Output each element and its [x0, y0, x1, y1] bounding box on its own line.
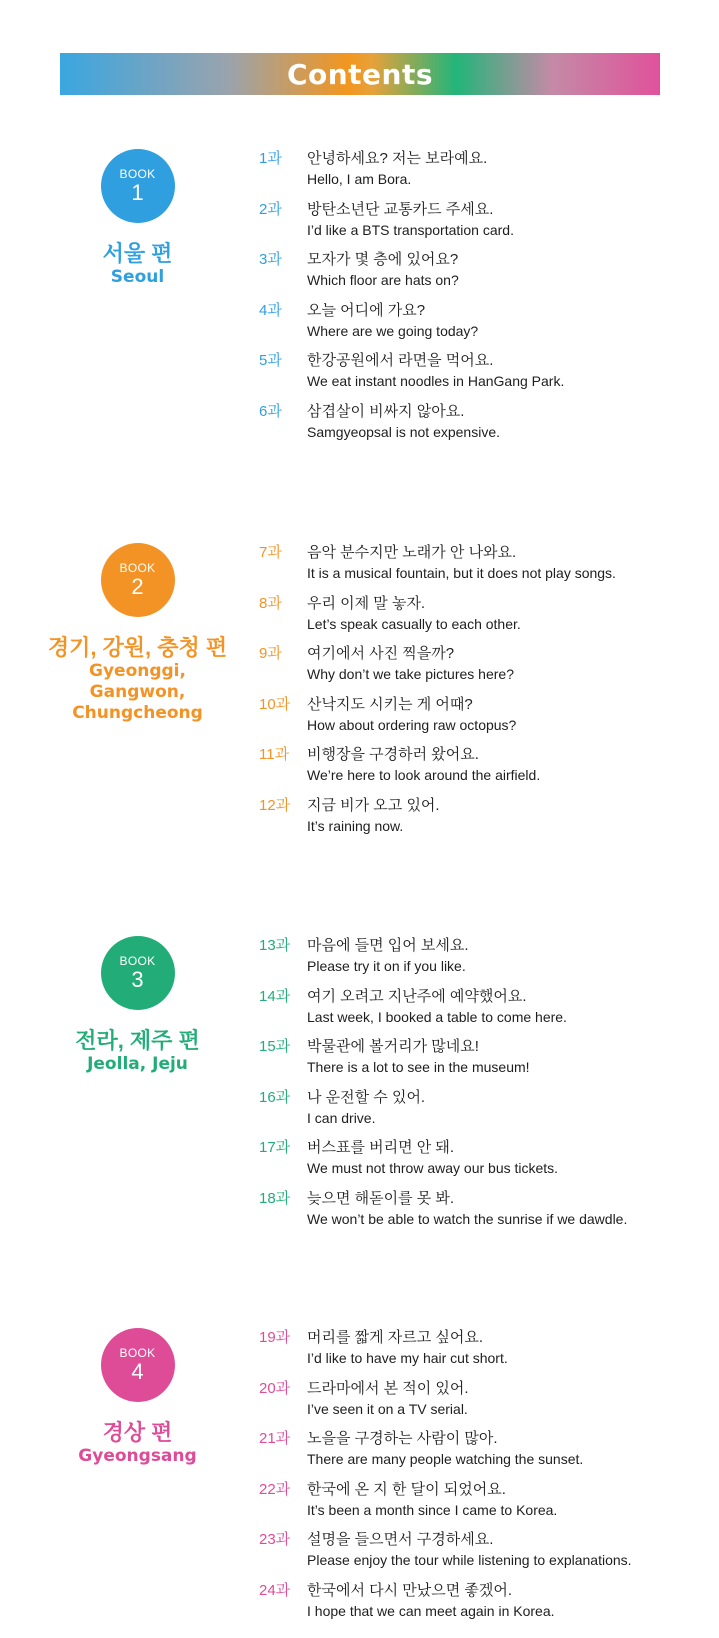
lesson-title-english: I’ve seen it on a TV serial. — [307, 1400, 468, 1417]
lesson-title-korean: 드라마에서 본 적이 있어. — [307, 1379, 469, 1397]
lesson-title-korean: 버스표를 버리면 안 돼. — [307, 1139, 455, 1156]
lesson-title-english: There are many people watching the sunset. — [307, 1451, 584, 1467]
lesson-number: 6과 — [259, 402, 282, 420]
lesson-title-korean: 나 운전할 수 있어. — [307, 1088, 426, 1106]
lesson-number: 24과 — [259, 1581, 291, 1599]
lesson-item — [259, 1328, 709, 1379]
region-korean: 전라, 제주 편 — [75, 1028, 200, 1053]
lesson-item — [259, 351, 709, 402]
lesson-title-english: Samgyeopsal is not expensive. — [307, 423, 500, 440]
lesson-title-korean: 산낙지도 시키는 게 어때? — [307, 695, 473, 713]
book-badge-label: BOOK — [119, 953, 156, 968]
lesson-number: 19과 — [259, 1329, 291, 1346]
lesson-title-korean: 한강공원에서 라면을 먹어요. — [307, 352, 494, 369]
lesson-item — [259, 543, 709, 594]
lesson-title-english: Which floor are hats on? — [307, 272, 459, 288]
lesson-title-korean: 마음에 들면 입어 보세요. — [307, 937, 469, 954]
lesson-number: 3과 — [259, 251, 282, 268]
lesson-number: 9과 — [259, 645, 282, 662]
lesson-title-english: We’re here to look around the airfield. — [307, 767, 541, 783]
book-2-info — [40, 543, 235, 724]
lesson-item — [259, 594, 709, 645]
lesson-item — [259, 1037, 709, 1088]
lesson-number: 10과 — [259, 695, 291, 713]
page-title: Contents — [286, 57, 434, 91]
lesson-number: 12과 — [259, 796, 291, 814]
book-badge-label: BOOK — [119, 1345, 156, 1360]
lesson-item — [259, 149, 709, 200]
region-korean: 서울 편 — [102, 241, 173, 266]
lesson-item — [259, 987, 709, 1038]
book-3-badge — [101, 936, 175, 1010]
lesson-title-korean: 설명을 들으면서 구경하세요. — [307, 1531, 494, 1548]
book-badge-number: 2 — [131, 573, 144, 599]
region-korean: 경상 편 — [102, 1420, 173, 1445]
lesson-title-korean: 한국에서 다시 만났으면 좋겠어. — [307, 1581, 513, 1599]
lesson-number: 17과 — [259, 1139, 291, 1156]
lesson-title-korean: 모자가 몇 층에 있어요? — [307, 251, 459, 268]
lesson-number: 4과 — [259, 301, 282, 319]
book-badge-number: 4 — [131, 1358, 144, 1384]
lesson-item — [259, 1530, 709, 1581]
lesson-list — [259, 1328, 709, 1631]
lesson-item — [259, 301, 709, 352]
lesson-title-english: Last week, I booked a table to come here. — [307, 1008, 567, 1025]
lesson-title-english: Why don’t we take pictures here? — [307, 666, 514, 682]
lesson-title-korean: 지금 비가 오고 있어. — [307, 796, 440, 814]
lesson-item — [259, 1581, 709, 1632]
region-korean: 경기, 강원, 충청 편 — [47, 635, 228, 660]
lesson-item — [259, 1379, 709, 1430]
lesson-title-korean: 한국에 온 지 한 달이 되었어요. — [307, 1480, 506, 1498]
book-4-badge — [101, 1328, 175, 1402]
book-1-info — [40, 149, 235, 288]
lesson-title-english: How about ordering raw octopus? — [307, 716, 517, 733]
lesson-number: 21과 — [259, 1430, 291, 1447]
lesson-title-korean: 음악 분수지만 노래가 안 나와요. — [307, 544, 517, 561]
book-badge-label: BOOK — [119, 166, 156, 181]
lesson-number: 15과 — [259, 1038, 291, 1055]
lesson-title-english: There is a lot to see in the museum! — [307, 1059, 530, 1075]
lesson-item — [259, 745, 709, 796]
lesson-number: 1과 — [259, 150, 282, 167]
book-4-info — [40, 1328, 235, 1467]
lesson-title-english: Please try it on if you like. — [307, 958, 466, 974]
lesson-title-korean: 안녕하세요? 저는 보라예요. — [307, 150, 488, 167]
lesson-title-korean: 박물관에 볼거리가 많네요! — [307, 1038, 479, 1055]
lesson-title-english: We must not throw away our bus tickets. — [307, 1160, 559, 1176]
lesson-title-korean: 오늘 어디에 가요? — [307, 301, 426, 319]
lesson-list — [259, 543, 709, 846]
lesson-title-english: Let’s speak casually to each other. — [307, 615, 521, 632]
lesson-title-english: Please enjoy the tour while listening to explanations. — [307, 1552, 632, 1568]
lesson-title-english: It is a musical fountain, but it does not play songs. — [307, 565, 616, 581]
book-badge-number: 3 — [131, 966, 144, 992]
contents-header-banner — [60, 53, 660, 95]
lesson-item — [259, 644, 709, 695]
lesson-item — [259, 1088, 709, 1139]
lesson-item — [259, 402, 709, 453]
lesson-title-korean: 방탄소년단 교통카드 주세요. — [307, 200, 494, 218]
lesson-title-english: I hope that we can meet again in Korea. — [307, 1602, 555, 1619]
lesson-item — [259, 1480, 709, 1531]
book-badge-number: 1 — [131, 179, 144, 205]
region-english-line-2: Chungcheong — [72, 703, 203, 723]
lesson-number: 13과 — [259, 937, 291, 954]
lesson-number: 11과 — [259, 746, 290, 763]
lesson-number: 8과 — [259, 594, 282, 612]
lesson-title-english: Hello, I am Bora. — [307, 171, 412, 187]
lesson-number: 23과 — [259, 1531, 291, 1548]
lesson-list — [259, 149, 709, 452]
lesson-title-korean: 늦으면 해돋이를 못 봐. — [307, 1189, 455, 1207]
lesson-number: 5과 — [259, 352, 282, 369]
lesson-title-english: I’d like to have my hair cut short. — [307, 1350, 508, 1366]
lesson-number: 18과 — [259, 1189, 291, 1207]
lesson-number: 16과 — [259, 1088, 291, 1106]
lesson-title-english: We won’t be able to watch the sunrise if we dawdle. — [307, 1210, 628, 1227]
lesson-number: 14과 — [259, 987, 291, 1005]
lesson-title-english: Where are we going today? — [307, 322, 479, 339]
region-english: Gyeongsang — [78, 1446, 197, 1466]
region-english: Gyeonggi, Gangwon, — [89, 661, 186, 702]
lesson-title-korean: 삼겹살이 비싸지 않아요. — [307, 402, 465, 420]
lesson-title-english: I can drive. — [307, 1109, 376, 1126]
lesson-item — [259, 1429, 709, 1480]
lesson-item — [259, 1138, 709, 1189]
lesson-item — [259, 250, 709, 301]
lesson-number: 20과 — [259, 1379, 291, 1397]
book-badge-label: BOOK — [119, 560, 156, 575]
lesson-title-korean: 우리 이제 말 놓자. — [307, 594, 426, 612]
book-3-info — [40, 936, 235, 1075]
lesson-number: 7과 — [259, 544, 282, 561]
region-english: Seoul — [110, 267, 165, 287]
lesson-title-korean: 노을을 구경하는 사람이 많아. — [307, 1430, 498, 1447]
lesson-item — [259, 200, 709, 251]
book-2-badge — [101, 543, 175, 617]
lesson-title-english: It’s raining now. — [307, 817, 404, 834]
lesson-list — [259, 936, 709, 1239]
lesson-title-english: It’s been a month since I came to Korea. — [307, 1501, 558, 1518]
lesson-number: 22과 — [259, 1480, 291, 1498]
lesson-title-english: I’d like a BTS transportation card. — [307, 221, 514, 238]
lesson-title-english: We eat instant noodles in HanGang Park. — [307, 373, 565, 389]
lesson-item — [259, 936, 709, 987]
lesson-item — [259, 1189, 709, 1240]
lesson-title-korean: 비행장을 구경하러 왔어요. — [307, 746, 479, 763]
lesson-item — [259, 695, 709, 746]
lesson-number: 2과 — [259, 200, 282, 218]
book-1-badge — [101, 149, 175, 223]
lesson-item — [259, 796, 709, 847]
lesson-title-korean: 여기 오려고 지난주에 예약했어요. — [307, 987, 527, 1005]
lesson-title-korean: 여기에서 사진 찍을까? — [307, 645, 455, 662]
lesson-title-korean: 머리를 짧게 자르고 싶어요. — [307, 1329, 484, 1346]
region-english: Jeolla, Jeju — [87, 1054, 188, 1074]
